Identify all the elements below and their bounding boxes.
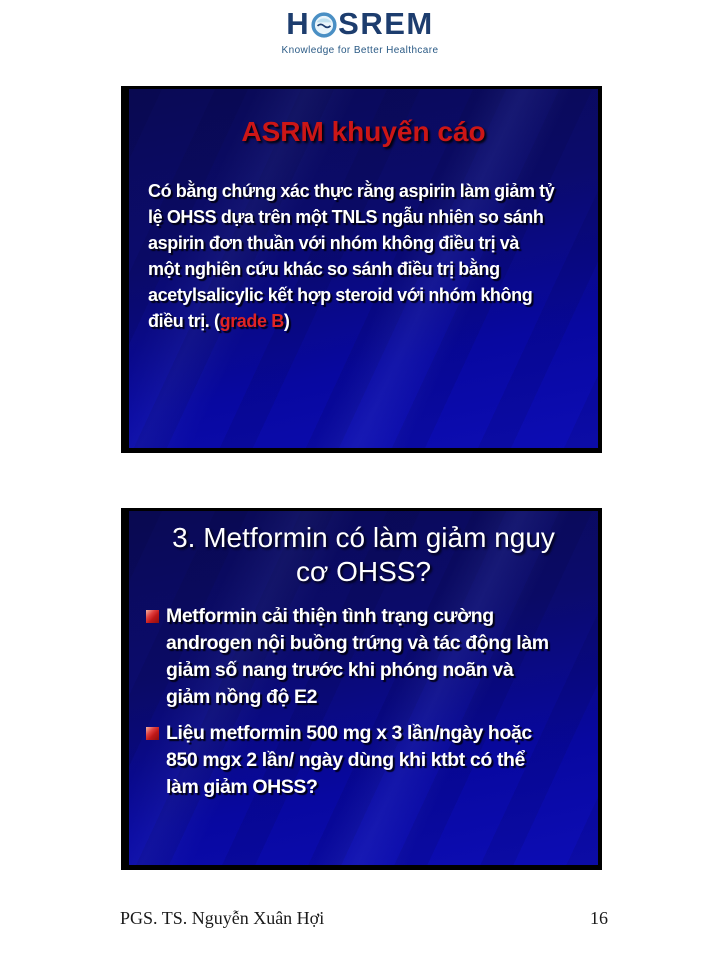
slide-metformin-question bbox=[121, 508, 602, 870]
text-line bbox=[148, 308, 590, 334]
slide1-title: ASRM khuyến cáo bbox=[241, 116, 486, 147]
bullet-text bbox=[166, 720, 532, 801]
text-line: androgen nội buồng trứng và tác động làm bbox=[166, 632, 549, 654]
bullet-item bbox=[146, 720, 592, 801]
text-line: giảm nồng độ E2 bbox=[166, 686, 318, 708]
slide-asrm-recommendation bbox=[121, 86, 602, 453]
bullet-square-icon bbox=[146, 727, 159, 740]
text-line: aspirin đơn thuần với nhóm không điều trị và bbox=[148, 233, 520, 253]
text-line: một nghiên cứu khác so sánh điều trị bằng bbox=[148, 259, 500, 279]
text-line: lệ OHSS dựa trên một TNLS ngẫu nhiên so sánh bbox=[148, 207, 544, 227]
hosrem-logo-wordmark bbox=[0, 8, 720, 44]
globe-icon bbox=[311, 12, 337, 44]
last-line-prefix: điều trị. ( bbox=[148, 311, 220, 331]
logo-tagline: Knowledge for Better Healthcare bbox=[281, 45, 439, 56]
title-line: cơ OHSS? bbox=[295, 556, 432, 587]
text-line: acetylsalicylic kết hợp steroid với nhóm không bbox=[148, 285, 533, 305]
bullet-text bbox=[166, 603, 549, 711]
grade-highlight: grade B bbox=[219, 311, 284, 331]
page-footer bbox=[120, 908, 608, 929]
text-line: Có bằng chứng xác thực rằng aspirin làm giảm tỷ bbox=[148, 181, 555, 201]
text-line: Metformin cải thiện tình trạng cường bbox=[166, 605, 494, 627]
logo-text-right: SREM bbox=[338, 6, 434, 41]
title-line: 3. Metformin có làm giảm nguy bbox=[172, 522, 555, 553]
slide2-title bbox=[129, 521, 598, 589]
bullet-square-icon bbox=[146, 610, 159, 623]
text-line: làm giảm OHSS? bbox=[166, 776, 318, 798]
last-line-suffix: ) bbox=[283, 311, 290, 331]
bullet-item bbox=[146, 603, 592, 711]
logo-text-left: H bbox=[286, 6, 311, 41]
slide1-body bbox=[148, 178, 590, 334]
text-line: 850 mgx 2 lần/ ngày dùng khi ktbt có thể bbox=[166, 749, 525, 771]
slide2-bullet-list bbox=[146, 603, 592, 801]
text-line: giảm số nang trước khi phóng noãn và bbox=[166, 659, 514, 681]
text-line: Liệu metformin 500 mg x 3 lần/ngày hoặc bbox=[166, 722, 532, 744]
footer-page-number: 16 bbox=[590, 908, 608, 928]
hosrem-logo bbox=[0, 8, 720, 56]
footer-author: PGS. TS. Nguyễn Xuân Hợi bbox=[120, 908, 325, 928]
